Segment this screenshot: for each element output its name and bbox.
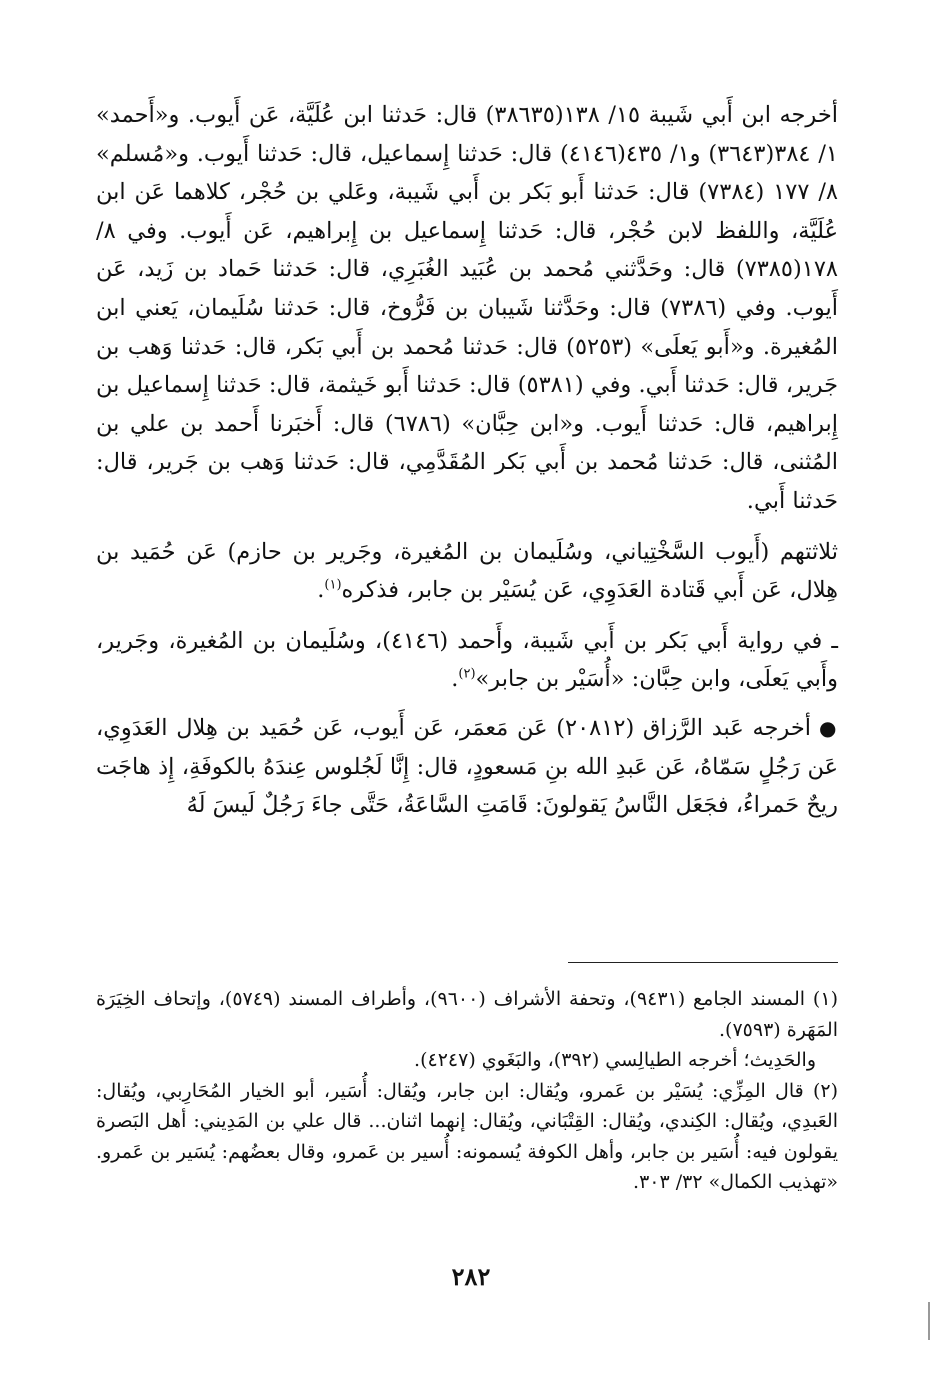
page-number: ٢٨٢ [451,1262,491,1291]
footnote-1-continuation: والحَدِيث؛ أخرجه الطيالِسي (٣٩٢)، والبَغَوي (٤٢٤٧). [414,1049,816,1071]
scan-edge-mark [928,1302,930,1340]
footnote-ref-1[interactable]: (١) [324,577,342,593]
footnotes [96,984,838,1198]
footnote-2: (٢) قال المِزِّي: يُسَيْر بن عَمرو، ويُقال: ابن جابر، ويُقال: أُسَير، أبو الخيار المُحَارِبي، ويُقال: العَبدِي، ويُقال: الكِندي، ويُقال: القِتْبَاني، ويُقال: إنهما اثنان... قال علي بن المَدِيني: أهل البَصرة يقولون فيه: أُسَير بن جابر، وأهل الكوفة يُسمونه: أُسير بن عَمرو، وقال بعضُهم: يُسَير بن عَمرو. «تهذيب الكمال» ٣٢/ ٣٠٣. [96,1079,838,1193]
footnote-separator [568,962,838,963]
paragraph-2-text: ثلاثتهم (أَيوب السَّخْتِياني، وسُلَيمان بن المُغيرة، وجَرير بن حازم) عَن حُمَيد بن هِلال، عَن أَبي قَتادة العَدَوِي، عَن يُسَيْر بن جابر، فذكره [96,538,838,604]
paragraph-abd-al-razzaq [96,709,838,825]
paragraph-riwaya-note: ـ في رواية أَبي بَكر بن أَبي شَيبة، وأَحمد (٤١٤٦)، وسُلَيمان بن المُغيرة، وجَرير، وأَبي يَعلَى، وابن حِبَّان: «أُسَيْر بن جابر»$^{(٢)}$. [96,627,839,693]
bullet-icon: ● [819,715,839,740]
main-text [96,96,838,825]
paragraph-takhrij-1: أخرجه ابن أَبي شَيبة ١٥/ ١٣٨(٣٨٦٣٥) قال: حَدثنا ابن عُلَيَّة، عَن أَيوب. و«أَحمد» ١/ ٣٨٤(٣٦٤٣) و١/ ٤٣٥(٤١٤٦) قال: حَدثنا إِسماعيل، قال: حَدثنا أَيوب. و«مُسلم» ٨/ ١٧٧ (٧٣٨٤) قال: حَدثنا أَبو بَكر بن أَبي شَيبة، وعَلي بن حُجْر، كلاهما عَن ابن عُلَيَّة، واللفظ لابن حُجْر، قال: حَدثنا إِسماعيل بن إِبراهيم، عَن أَيوب. وفي ٨/ ١٧٨(٧٣٨٥) قال: وحَدَّثني مُحمد بن عُبَيد الغُبَرِي، قال: حَدثنا حَماد بن زَيد، عَن أَيوب. وفي (٧٣٨٦) قال: وحَدَّثنا شَيبان بن فَرُّوخ، قال: حَدثنا سُلَيمان، يَعني ابن المُغيرة. و«أَبو يَعلَى» (٥٢٥٣) قال: حَدثنا مُحمد بن أَبي بَكر، قال: حَدثنا وَهب بن جَرير، قال: حَدثنا أَبي. وفي (٥٣٨١) قال: حَدثنا أَبو خَيثمة، قال: حَدثنا إِسماعيل بن إِبراهيم، قال: حَدثنا أَيوب. و«ابن حِبَّان» (٦٧٨٦) قال: أَخبَرنا أَحمد بن علي بن المُثنى، قال: حَدثنا مُحمد بن أَبي بَكر المُقَدَّمِي، قال: حَدثنا وَهب بن جَرير، قال: حَدثنا أَبي. [96,102,839,514]
paragraph-thalathatuhum: ثلاثتهم (أَيوب السَّخْتِياني، وسُلَيمان بن المُغيرة، وجَرير بن حازم) عَن حُمَيد بن هِلال، عَن أَبي قَتادة العَدَوِي، عَن يُسَيْر بن جابر، فذكره$^{(١)}$. [96,538,838,604]
paragraph-3-text: ـ في رواية أَبي بَكر بن أَبي شَيبة، وأَحمد (٤١٤٦)، وسُلَيمان بن المُغيرة، وجَرير، وأَبي يَعلَى، وابن حِبَّان: «أُسَيْر بن جابر» [96,627,839,693]
footnote-1: (١) المسند الجامع (٩٤٣١)، وتحفة الأشراف (٩٦٠٠)، وأطراف المسند (٥٧٤٩)، وإتحاف الخِيَرَة المَهَرة (٧٥٩٣). [96,988,838,1041]
footnote-ref-2[interactable]: (٢) [458,666,476,682]
paragraph-4-text: أخرجه عَبد الرَّزاق (٢٠٨١٢) عَن مَعمَر، عَن أَيوب، عَن حُمَيد بن هِلال العَدَوِي، عَن رَجُلٍ سَمّاهُ، عَن عَبدِ الله بنِ مَسعودٍ، قال: إِنَّا لَجُلوس عِندَهُ بالكوفَةِ، إِذ هاجَت ريحٌ حَمراءُ، فجَعَل النَّاسُ يَقولونَ: قَامَتِ السَّاعَةُ، حَتَّى جاءَ رَجُلٌ لَيسَ لَهُ [96,714,838,819]
